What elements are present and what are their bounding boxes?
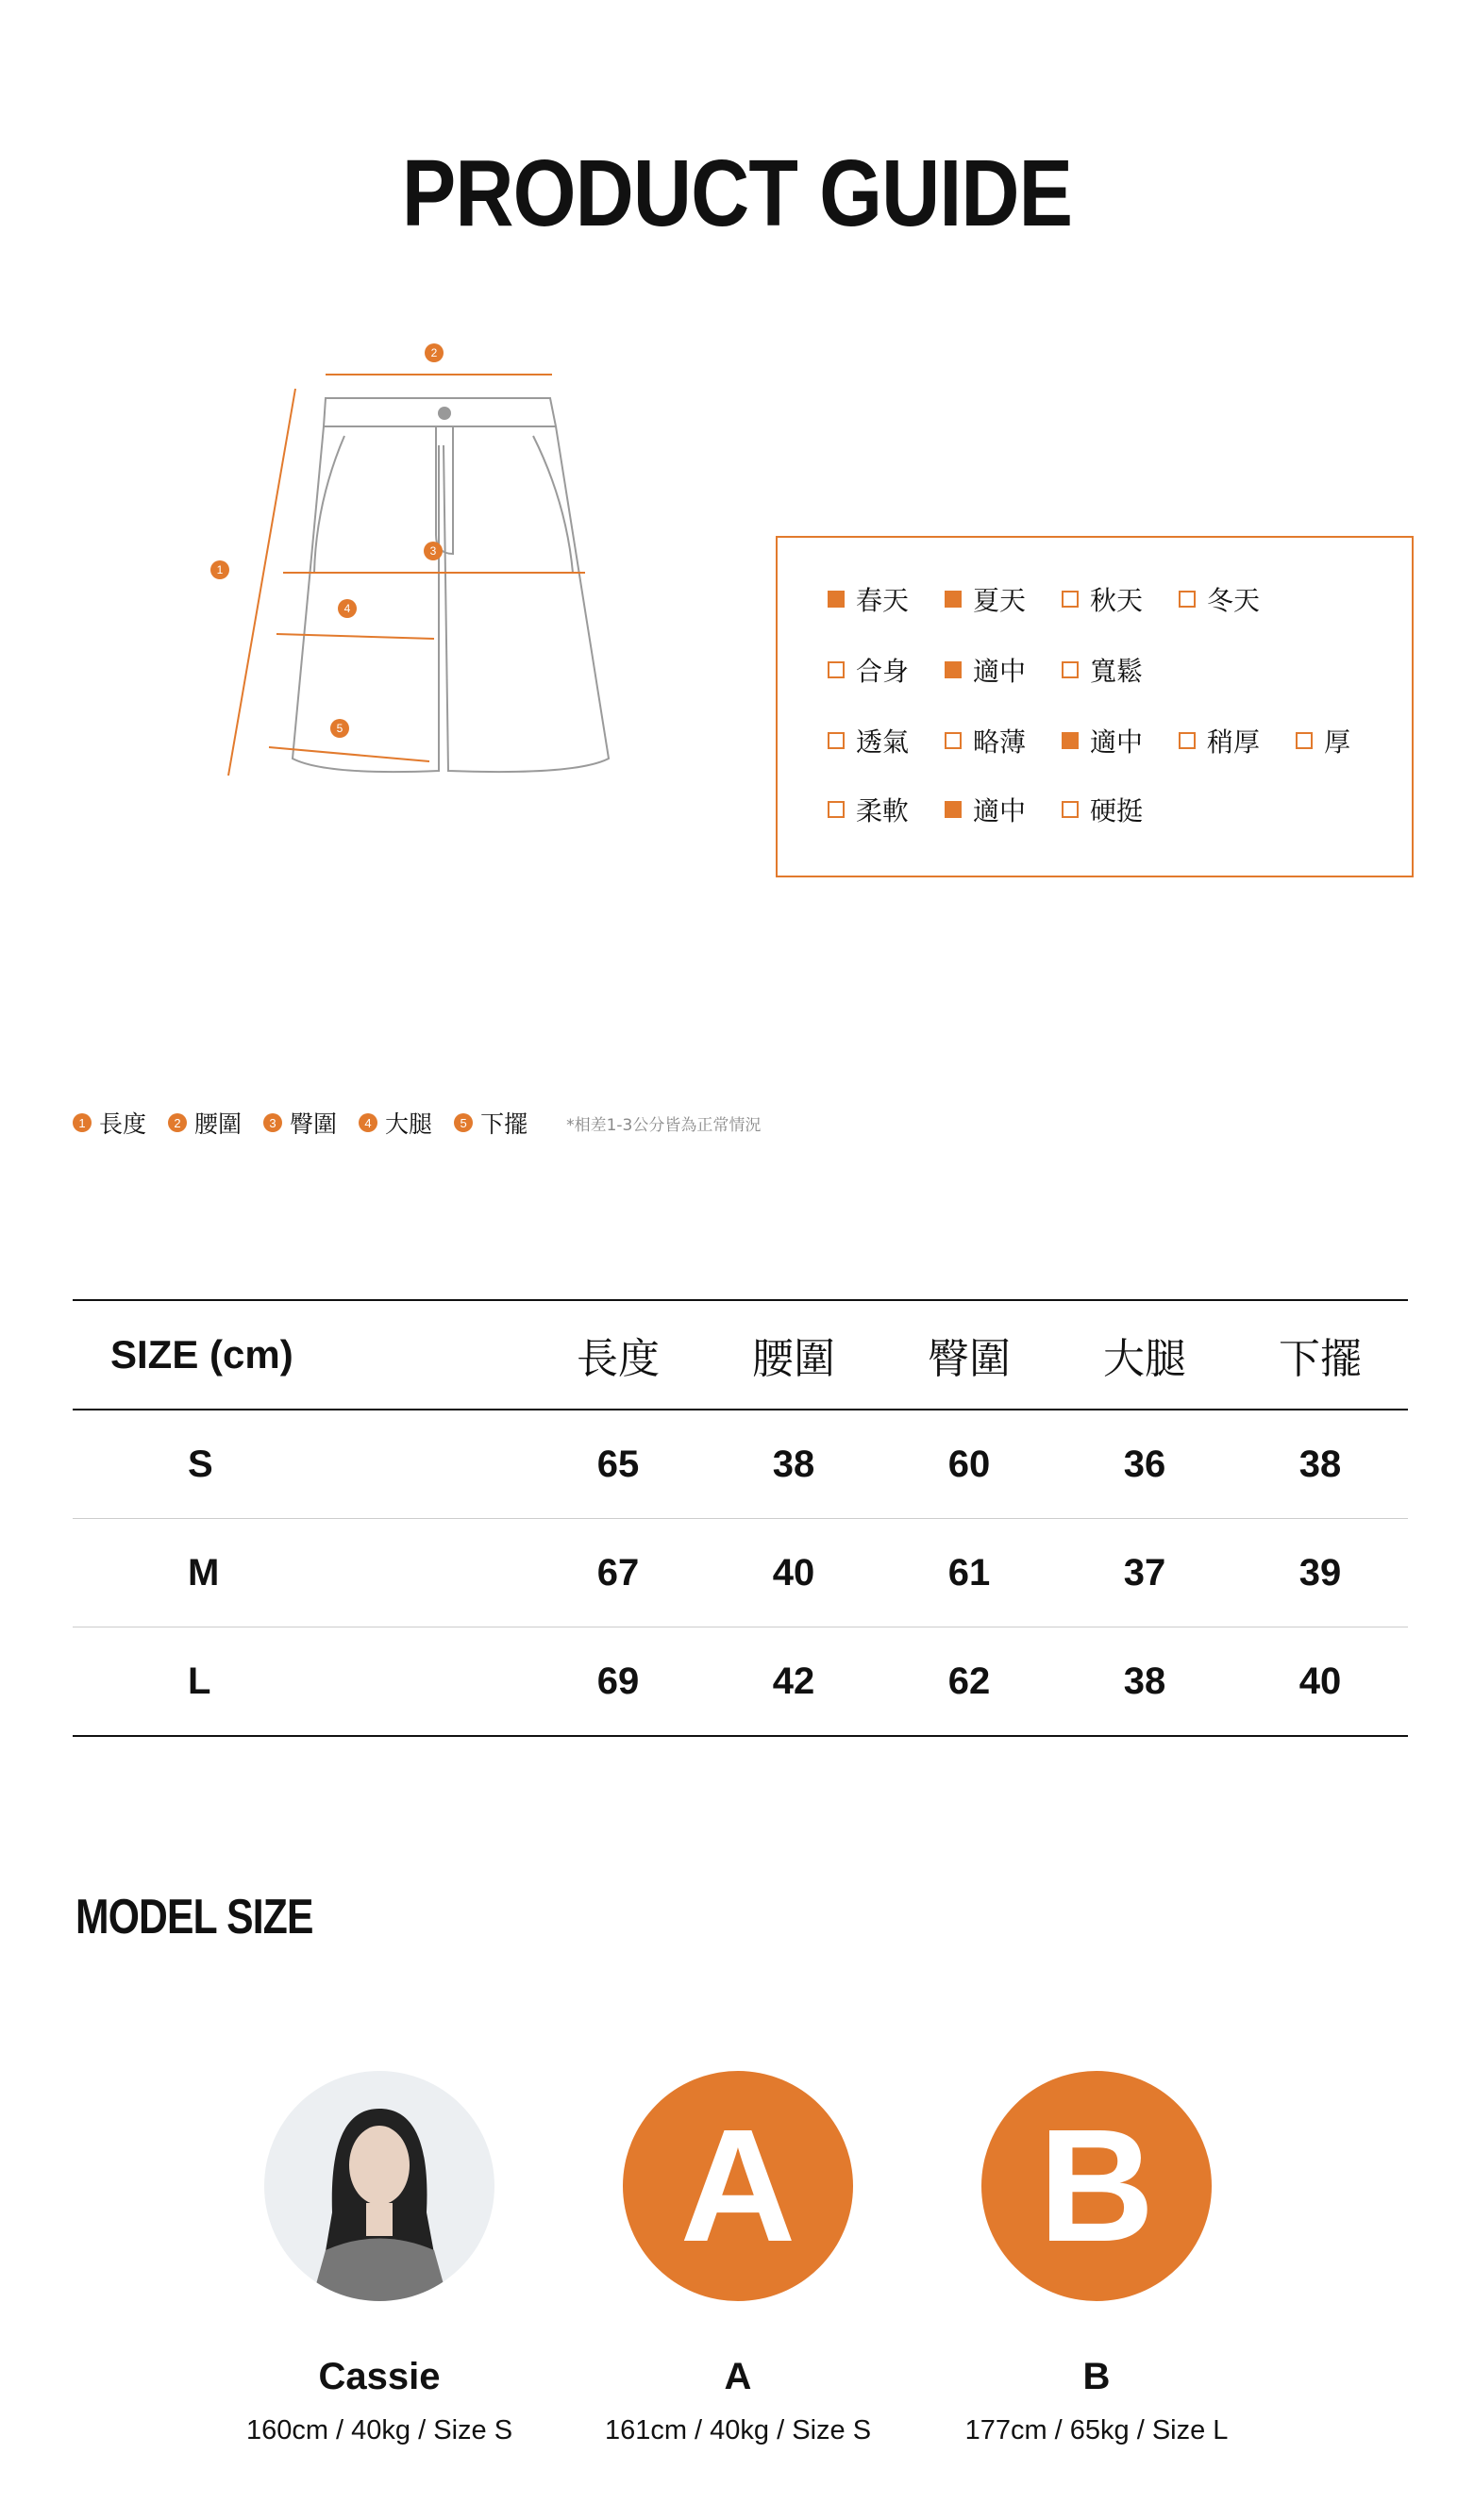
unchecked-box-icon	[1179, 591, 1196, 608]
model-avatar-b: B	[981, 2071, 1212, 2301]
feature-option	[945, 580, 1026, 618]
feature-row	[828, 791, 1179, 828]
unchecked-box-icon	[828, 801, 845, 818]
shorts-diagram	[203, 332, 632, 804]
feature-label: 寬鬆	[1090, 656, 1144, 687]
legend-item: 3 臀圍	[263, 1106, 337, 1140]
svg-text:3: 3	[429, 544, 437, 558]
page-title: PRODUCT GUIDE	[401, 141, 1073, 246]
feature-option	[945, 791, 1026, 828]
feature-option	[945, 722, 1026, 759]
feature-row	[828, 651, 1179, 689]
checked-box-icon	[945, 591, 962, 608]
unchecked-box-icon	[1062, 661, 1079, 678]
feature-label: 適中	[973, 656, 1027, 687]
table-row: M 67 40 61 37 39	[73, 1519, 1408, 1627]
model-card-cassie: Cassie 160cm / 40kg / Size S	[200, 2071, 559, 2446]
table-row: S 65 38 60 36 38	[73, 1410, 1408, 1519]
svg-text:2: 2	[430, 346, 438, 359]
model-card-a: A A 161cm / 40kg / Size S	[559, 2071, 917, 2446]
checked-box-icon	[945, 661, 962, 678]
legend-item: 4 大腿	[359, 1106, 432, 1140]
feature-option	[1179, 722, 1260, 759]
legend-item: 1 長度	[73, 1106, 146, 1140]
feature-label: 硬挺	[1090, 795, 1144, 826]
feature-option	[945, 651, 1026, 689]
right-pocket	[533, 436, 573, 573]
feature-option	[828, 791, 909, 828]
svg-text:1: 1	[216, 563, 224, 576]
unchecked-box-icon	[828, 661, 845, 678]
feature-label: 冬天	[1207, 585, 1261, 616]
feature-label: 透氣	[856, 726, 910, 758]
feature-label: 適中	[1090, 726, 1144, 758]
feature-label: 夏天	[973, 585, 1027, 616]
checked-box-icon	[945, 801, 962, 818]
feature-label: 略薄	[973, 726, 1027, 758]
feature-label: 稍厚	[1207, 726, 1261, 758]
feature-row	[828, 722, 1386, 759]
feature-option	[828, 722, 909, 759]
checked-box-icon	[1062, 732, 1079, 749]
model-size-title: MODEL SIZE	[75, 1890, 313, 1944]
unchecked-box-icon	[1062, 591, 1079, 608]
feature-label: 合身	[856, 656, 910, 687]
feature-label: 柔軟	[856, 795, 910, 826]
unchecked-box-icon	[1062, 801, 1079, 818]
feature-option	[1062, 651, 1143, 689]
feature-label: 適中	[973, 795, 1027, 826]
feature-option	[1062, 722, 1143, 759]
feature-row	[828, 580, 1296, 618]
feature-option	[1062, 580, 1143, 618]
legend-item: 5 下擺	[454, 1106, 528, 1140]
model-photo	[264, 2071, 494, 2301]
feature-box	[776, 536, 1414, 877]
table-row: L 69 42 62 38 40	[73, 1627, 1408, 1737]
feature-option	[828, 580, 909, 618]
model-avatar-a: A	[623, 2071, 853, 2301]
model-card-b: B B 177cm / 65kg / Size L	[917, 2071, 1276, 2446]
measurement-legend	[73, 1106, 761, 1140]
feature-option	[1062, 791, 1143, 828]
checked-box-icon	[828, 591, 845, 608]
unchecked-box-icon	[945, 732, 962, 749]
svg-text:4: 4	[343, 602, 351, 615]
legend-item: 2 腰圍	[168, 1106, 242, 1140]
feature-label: 春天	[856, 585, 910, 616]
legend-note: *相差1-3公分皆為正常情況	[566, 1115, 762, 1135]
feature-option	[1296, 722, 1350, 759]
size-table: SIZE (cm) 長度 腰圍 臀圍 大腿 下擺 S 65 38 60 36 38 M 67 40 61 37 39 L 69 42 62 38 40	[73, 1299, 1408, 1737]
button-icon	[438, 407, 451, 420]
left-leg	[293, 426, 439, 772]
unchecked-box-icon	[828, 732, 845, 749]
feature-option	[1179, 580, 1260, 618]
unchecked-box-icon	[1179, 732, 1196, 749]
svg-text:5: 5	[336, 722, 343, 735]
unchecked-box-icon	[1296, 732, 1313, 749]
feature-label: 秋天	[1090, 585, 1144, 616]
right-leg	[444, 426, 609, 772]
feature-label: 厚	[1324, 726, 1351, 758]
feature-option	[828, 651, 909, 689]
left-pocket	[314, 436, 344, 573]
